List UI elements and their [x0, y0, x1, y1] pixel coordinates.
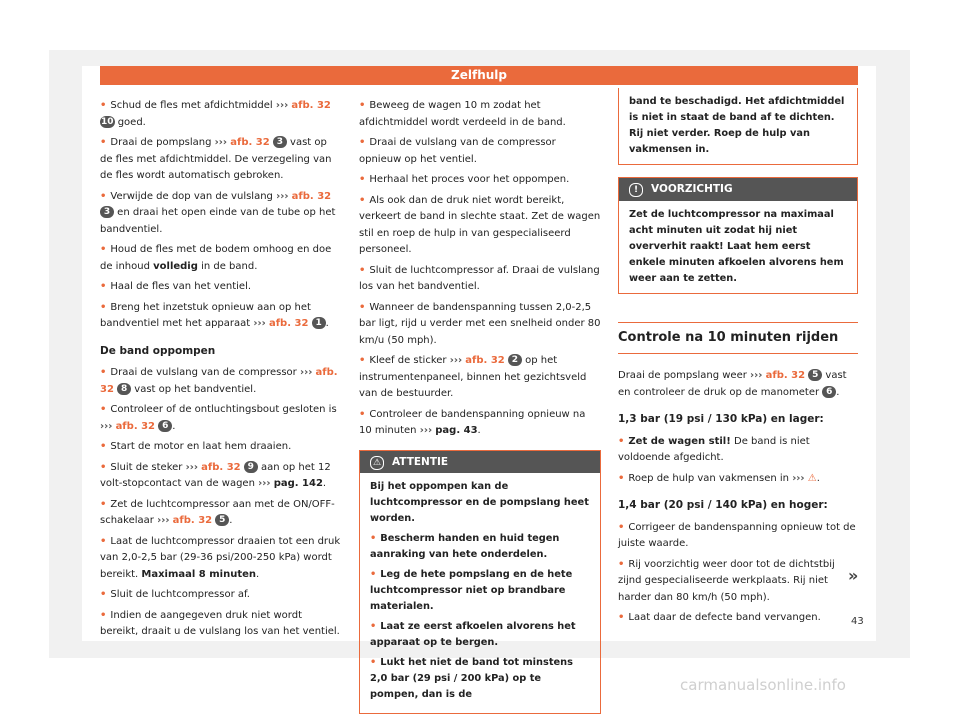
list-item: • Controleer of de ontluchtingsbout gesloten is ››› afb. 32 6 . — [100, 402, 342, 435]
list-item: • Indien de aangegeven druk niet wordt bereikt, draait u de vulslang los van het ventiel. — [100, 608, 342, 641]
caution-body: Zet de luchtcompressor na maximaal acht minuten uit zodat hij niet oververhit raakt! Laat hem eerst enkele minuten afkoelen alvorens hem weer aan te zetten. — [619, 201, 857, 293]
watermark: carmanualsonline.info — [680, 676, 846, 694]
figure-link[interactable]: afb. 32 — [465, 355, 504, 366]
callout-number: 10 — [100, 116, 115, 128]
figure-link[interactable]: afb. 32 — [201, 462, 240, 473]
figure-link[interactable]: afb. 32 — [100, 367, 338, 395]
callout-number: 1 — [312, 317, 326, 329]
list-item: • Bescherm handen en huid tegen aanraking van hete onderdelen. — [370, 531, 590, 563]
list-item: • Beweeg de wagen 10 m zodat het afdichtmiddel wordt verdeeld in de band. — [359, 98, 601, 131]
list-item: • Sluit de luchtcompressor af. Draai de vulslang los van het bandventiel. — [359, 263, 601, 296]
figure-link[interactable]: afb. 32 — [173, 515, 212, 526]
list-item: • Rij voorzichtig weer door tot de dichtstbij zijnd gespecialiseerde werkplaats. Rij niet harder dan 80 km/h (50 mph). — [618, 557, 858, 607]
continued-marker: » — [848, 566, 858, 585]
list-item: • Als ook dan de druk niet wordt bereikt, verkeert de band in slechte staat. Zet de wagen stil en roep de hulp in van gespecialiseerd personeel. — [359, 193, 601, 259]
list-item: • Breng het inzetstuk opnieuw aan op het bandventiel met het apparaat ››› afb. 32 1 . — [100, 300, 342, 333]
list-item: • Roep de hulp van vakmensen in ››› ⚠. — [618, 471, 858, 488]
list-item: • Zet de luchtcompressor aan met de ON/OFF-schakelaar ››› afb. 32 5 . — [100, 497, 342, 530]
warning-box — [359, 450, 601, 714]
callout-number: 2 — [508, 354, 522, 366]
subheading: De band oppompen — [100, 343, 342, 360]
list-item: • Laat daar de defecte band vervangen. — [618, 610, 858, 627]
warning-header: ⚠ ATTENTIE — [360, 451, 600, 474]
list-item: • Corrigeer de bandenspanning opnieuw tot de juiste waarde. — [618, 520, 858, 553]
column-left — [100, 98, 342, 645]
list-item: • Zet de wagen stil! De band is niet voldoende afgedicht. — [618, 434, 858, 467]
warning-continuation: band te beschadigd. Het afdichtmiddel is niet in staat de band af te dichten. Rij niet verder. Roep de hulp van vakmensen in. — [618, 88, 858, 165]
list-item: • Schud de fles met afdichtmiddel ››› afb. 32 10 goed. — [100, 98, 342, 131]
list-item: • Kleef de sticker ››› afb. 32 2 op het instrumentenpaneel, binnen het gezichtsveld van de bestuurder. — [359, 353, 601, 403]
warning-triangle-icon: ⚠ — [370, 456, 384, 470]
figure-link[interactable]: afb. 32 — [766, 370, 805, 381]
page-number: 43 — [851, 616, 864, 627]
callout-number: 5 — [215, 514, 229, 526]
warning-icon[interactable]: ⚠ — [808, 473, 817, 484]
subheading: 1,4 bar (20 psi / 140 kPa) en hoger: — [618, 497, 858, 514]
section-title: Controle na 10 minuten rijden — [618, 322, 858, 355]
callout-number: 3 — [100, 206, 114, 218]
info-circle-icon: ! — [629, 183, 643, 197]
figure-link[interactable]: afb. 32 — [116, 421, 155, 432]
callout-number: 3 — [273, 136, 287, 148]
subheading: 1,3 bar (19 psi / 130 kPa) en lager: — [618, 411, 858, 428]
callout-number: 6 — [822, 386, 836, 398]
list-item: • Start de motor en laat hem draaien. — [100, 439, 342, 456]
list-item: • Haal de fles van het ventiel. — [100, 279, 342, 296]
list-item: • Lukt het niet de band tot minstens 2,0 bar (29 psi / 200 kPa) op te pompen, dan is de — [370, 655, 590, 703]
list-item: • Laat de luchtcompressor draaien tot een druk van 2,0-2,5 bar (29-36 psi/200-250 kPa) wordt bereikt. Maximaal 8 minuten. — [100, 534, 342, 584]
figure-link[interactable]: afb. 32 — [292, 191, 331, 202]
list-item: • Wanneer de bandenspanning tussen 2,0-2,5 bar ligt, rijd u verder met een snelheid onder 80 km/u (50 mph). — [359, 300, 601, 350]
figure-link[interactable]: afb. 32 — [269, 318, 308, 329]
list-item: • Controleer de bandenspanning opnieuw na 10 minuten ››› pag. 43. — [359, 407, 601, 440]
figure-link[interactable]: afb. 32 — [230, 137, 269, 148]
caution-box — [618, 177, 858, 294]
list-item: • Draai de vulslang van de compressor ››› afb. 32 8 vast op het bandventiel. — [100, 365, 342, 398]
list-item: • Laat ze eerst afkoelen alvorens het apparaat op te bergen. — [370, 619, 590, 651]
column-middle — [359, 98, 601, 714]
page-link[interactable]: pag. 43 — [435, 425, 477, 436]
warning-body: Bij het oppompen kan de luchtcompressor en de pompslang heet worden. • Bescherm handen en huid tegen aanraking van hete onderdelen. • Leg de hete pompslang en de hete luchtcompressor niet op brandbare materialen. • Laat ze eerst afkoelen alvorens het apparaat op te bergen. • Lukt het niet de band tot minstens 2,0 bar (29 psi / 200 kPa) op te pompen, dan is de — [360, 473, 600, 713]
page-link[interactable]: pag. 142 — [274, 478, 323, 489]
caution-header: ! VOORZICHTIG — [619, 178, 857, 201]
list-item: • Verwijde de dop van de vulslang ››› afb. 32 3 en draai het open einde van de tube op het bandventiel. — [100, 189, 342, 239]
page-header: Zelfhulp — [100, 66, 858, 85]
figure-link[interactable]: afb. 32 — [291, 100, 330, 111]
column-right — [618, 88, 858, 631]
callout-number: 8 — [117, 383, 131, 395]
list-item: • Sluit de luchtcompressor af. — [100, 587, 342, 604]
callout-number: 5 — [808, 369, 822, 381]
list-item: • Sluit de steker ››› afb. 32 9 aan op het 12 volt-stopcontact van de wagen ››› pag. 142. — [100, 460, 342, 493]
list-item: • Draai de pompslang ››› afb. 32 3 vast op de fles met afdichtmiddel. De verzegeling van de fles wordt automatisch gebroken. — [100, 135, 342, 185]
list-item: • Draai de vulslang van de compressor opnieuw op het ventiel. — [359, 135, 601, 168]
list-item: • Leg de hete pompslang en de hete luchtcompressor niet op brandbare materialen. — [370, 567, 590, 615]
callout-number: 6 — [158, 420, 172, 432]
list-item: • Herhaal het proces voor het oppompen. — [359, 172, 601, 189]
callout-number: 9 — [244, 461, 258, 473]
list-item: • Houd de fles met de bodem omhoog en doe de inhoud volledig in de band. — [100, 242, 342, 275]
paragraph: Draai de pompslang weer ››› afb. 32 5 vast en controleer de druk op de manometer 6 . — [618, 368, 858, 401]
